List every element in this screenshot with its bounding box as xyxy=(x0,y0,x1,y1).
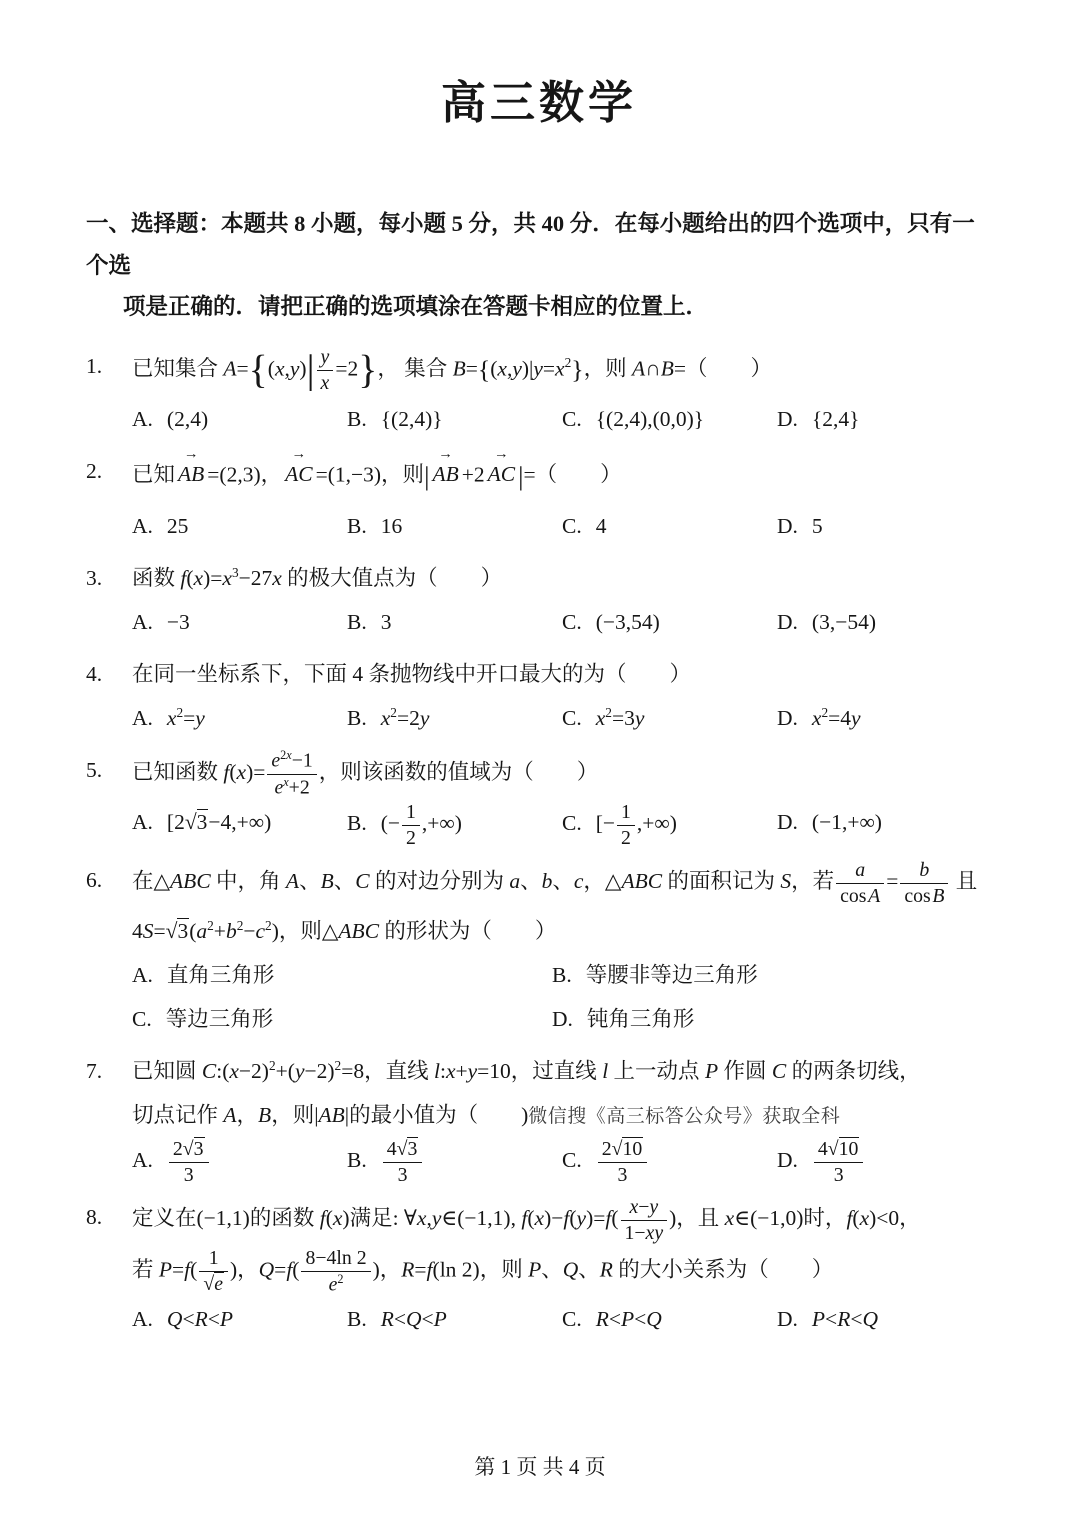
section-heading xyxy=(86,203,992,328)
question-stem xyxy=(132,858,992,953)
option-label: D. xyxy=(777,1148,798,1173)
question-number: 4. xyxy=(86,662,103,687)
option-value: R<Q<P xyxy=(380,1306,447,1331)
option-C xyxy=(562,397,777,441)
option-row xyxy=(86,1137,992,1187)
option-A xyxy=(132,600,347,644)
option-label: A. xyxy=(132,1306,153,1331)
option-value: (− $\frac{1}{2}$ ,+∞) xyxy=(380,800,462,849)
option-label: D. xyxy=(777,610,798,635)
question-stem-line: $4S=√3(a^2+b^2-c^2)$，则△ABC 的形状为（ ） xyxy=(132,917,557,943)
option-B xyxy=(347,600,562,644)
option-C xyxy=(562,800,777,850)
option-label: B. xyxy=(347,706,367,731)
question-stem-line: 函数 $f(x)=x^3-27x$ 的极大值点为（ ） xyxy=(132,564,503,590)
question-stem-line: 在同一坐标系下，下面 4 条抛物线中开口最大的为（ ） xyxy=(132,662,692,687)
option-value: (2,4) xyxy=(166,406,209,431)
option-value: $x^2=3y$ xyxy=(595,705,645,731)
option-A xyxy=(132,1297,347,1341)
option-D xyxy=(777,600,992,644)
section-heading-line2: 项是正确的．请把正确的选项填涂在答题卡相应的位置上． xyxy=(123,294,709,320)
paper-title: 高三数学 xyxy=(440,76,637,129)
option-B xyxy=(347,1297,562,1341)
option-value: 25 xyxy=(166,513,189,538)
question-number: 3. xyxy=(86,565,103,590)
option-label: C. xyxy=(562,513,582,538)
question-stem-line: 切点记作 A，B，则|AB|的最小值为（ )微信搜《高三标答公众号》获取全科 xyxy=(132,1102,841,1127)
option-A xyxy=(132,800,347,850)
option-D xyxy=(777,696,992,740)
option-label: A. xyxy=(132,706,153,731)
option-value: [− $\frac{1}{2}$ ,+∞) xyxy=(595,800,677,849)
section-heading-line1: 一、选择题：本题共 8 小题，每小题 5 分，共 40 分．在每小题给出的四个选项中，只有一个选 xyxy=(86,211,975,278)
option-row xyxy=(86,397,992,441)
option-label: C. xyxy=(562,610,582,635)
option-label: B. xyxy=(347,610,367,635)
option-B xyxy=(347,800,562,850)
option-label: C. xyxy=(562,811,582,835)
option-label: A. xyxy=(132,513,153,538)
option-value: $\frac{4√3}{3}$ xyxy=(381,1148,425,1172)
option-value: −3 xyxy=(166,610,190,635)
option-value: $x^2=y$ xyxy=(166,705,205,731)
question-number: 6. xyxy=(86,868,103,893)
option-C xyxy=(562,600,777,644)
question-stem xyxy=(132,449,992,504)
option-value: {2,4} xyxy=(811,406,860,431)
option-value: (−1,+∞) xyxy=(811,809,882,834)
question-stem xyxy=(132,556,992,600)
option-D xyxy=(777,1137,992,1187)
option-D xyxy=(552,997,992,1041)
option-value: 等腰非等边三角形 xyxy=(585,962,758,987)
question-stem xyxy=(132,1049,992,1137)
option-label: D. xyxy=(777,1306,798,1331)
option-D xyxy=(777,504,992,548)
question-stem-line: 已知集合 A={(x,y)| $\frac{y}{x}$ =2}， 集合 $B=\{(x,y)|y=x^2\}$，则 A∩B=（ ） xyxy=(132,346,772,394)
option-value: (−3,54) xyxy=(595,610,660,635)
option-label: A. xyxy=(132,1148,153,1173)
option-label: D. xyxy=(777,513,798,538)
option-label: D. xyxy=(777,706,798,731)
question-number: 5. xyxy=(86,758,103,783)
option-row xyxy=(86,504,992,548)
question-stem xyxy=(132,1195,992,1296)
question-5 xyxy=(86,748,992,850)
option-label: B. xyxy=(552,962,572,987)
option-label: D. xyxy=(552,1006,573,1031)
option-label: C. xyxy=(562,706,582,731)
option-value: [2√3−4,+∞) xyxy=(166,809,272,834)
question-list xyxy=(86,344,992,1341)
option-value: {(2,4)} xyxy=(380,406,443,431)
option-value: P<R<Q xyxy=(811,1306,878,1331)
option-label: A. xyxy=(132,809,153,834)
option-A xyxy=(132,504,347,548)
option-label: C. xyxy=(562,406,582,431)
option-value: 等边三角形 xyxy=(165,1006,274,1031)
option-value: $\frac{2√3}{3}$ xyxy=(167,1148,211,1172)
option-label: B. xyxy=(347,1306,367,1331)
option-row xyxy=(86,696,992,740)
question-3 xyxy=(86,556,992,644)
option-C xyxy=(562,1137,777,1187)
option-value: (3,−54) xyxy=(811,610,876,635)
option-label: A. xyxy=(132,406,153,431)
question-stem-line: 在△ABC 中，角 A、B、C 的对边分别为 a、b、c，△ABC 的面积记为 S，若 $\frac{a}{\text{cos A}}$ = $\frac{b}{\text{cos B}}$ 且 xyxy=(132,859,978,907)
question-number: 2. xyxy=(86,458,103,483)
question-stem-line: 定义在(−1,1)的函数 f(x)满足: ∀x,y∈(−1,1), f(x)−f(y)=f( $\frac{x-y}{1-xy}$ )，且 x∈(−1,0)时，f(x)<0， xyxy=(132,1196,921,1245)
option-B xyxy=(347,504,562,548)
option-label: B. xyxy=(347,513,367,538)
option-label: C. xyxy=(132,1006,152,1031)
option-label: C. xyxy=(562,1148,582,1173)
option-A xyxy=(132,953,552,997)
question-7 xyxy=(86,1049,992,1188)
question-1 xyxy=(86,344,992,441)
option-value: $\frac{2√10}{3}$ xyxy=(596,1148,650,1172)
option-value: 16 xyxy=(380,513,403,538)
option-label: D. xyxy=(777,809,798,834)
question-8 xyxy=(86,1195,992,1341)
option-value: 钝角三角形 xyxy=(586,1006,695,1031)
option-value: 3 xyxy=(380,610,392,635)
option-value: R<P<Q xyxy=(595,1306,662,1331)
question-stem-line: 已知圆 $C:(x-2)^2+(y-2)^2=8$，直线 l:x+y=10，过直线 l 上一动点 P 作圆 C 的两条切线， xyxy=(132,1057,921,1083)
option-value: $\frac{4√10}{3}$ xyxy=(812,1148,866,1172)
option-B xyxy=(347,397,562,441)
option-value: {(2,4),(0,0)} xyxy=(595,406,705,431)
option-row xyxy=(86,953,992,1041)
option-C xyxy=(562,504,777,548)
option-value: $x^2=2y$ xyxy=(380,705,430,731)
option-label: A. xyxy=(132,610,153,635)
question-stem xyxy=(132,344,992,397)
option-A xyxy=(132,1137,347,1187)
question-2 xyxy=(86,449,992,548)
option-A xyxy=(132,696,347,740)
option-value: $x^2=4y$ xyxy=(811,705,861,731)
option-row xyxy=(86,1297,992,1341)
option-C xyxy=(562,1297,777,1341)
option-row xyxy=(86,600,992,644)
question-number: 8. xyxy=(86,1205,103,1230)
option-B xyxy=(347,1137,562,1187)
option-label: B. xyxy=(347,1148,367,1173)
question-number: 7. xyxy=(86,1058,103,1083)
option-row xyxy=(86,800,992,850)
option-label: B. xyxy=(347,406,367,431)
question-stem-line: 已知函数 f(x)= $\frac{e^{2x}-1}{e^x+2}$ ，则该函数的值域为（ ） xyxy=(132,748,599,799)
option-value: 4 xyxy=(595,513,607,538)
question-4 xyxy=(86,652,992,740)
option-D xyxy=(777,1297,992,1341)
option-label: A. xyxy=(132,962,153,987)
option-value: 直角三角形 xyxy=(166,962,275,987)
option-B xyxy=(552,953,992,997)
option-value: Q<R<P xyxy=(166,1306,233,1331)
question-stem-line: 若 P=f( $\frac{1}{√e}$ )，Q=f( $\frac{8-4\ln 2}{e^2}$ )，R=f(ln 2)，则 P、Q、R 的大小关系为（ ） xyxy=(132,1246,834,1296)
question-stem xyxy=(132,748,992,800)
option-B xyxy=(347,696,562,740)
option-C xyxy=(562,696,777,740)
option-label: B. xyxy=(347,811,367,835)
option-D xyxy=(777,397,992,441)
option-value: 5 xyxy=(811,513,823,538)
option-C xyxy=(132,997,552,1041)
question-number: 1. xyxy=(86,353,103,378)
question-stem xyxy=(132,652,992,696)
option-label: C. xyxy=(562,1306,582,1331)
question-6 xyxy=(86,858,992,1041)
question-stem-line: 已知 AB → =(2,3)， AC → =(1,−3)，则| AB → +2 AC → |=（ ） xyxy=(132,449,992,504)
option-label: D. xyxy=(777,406,798,431)
option-A xyxy=(132,397,347,441)
page-footer: 第 1 页 共 4 页 xyxy=(474,1455,606,1479)
option-D xyxy=(777,800,992,850)
